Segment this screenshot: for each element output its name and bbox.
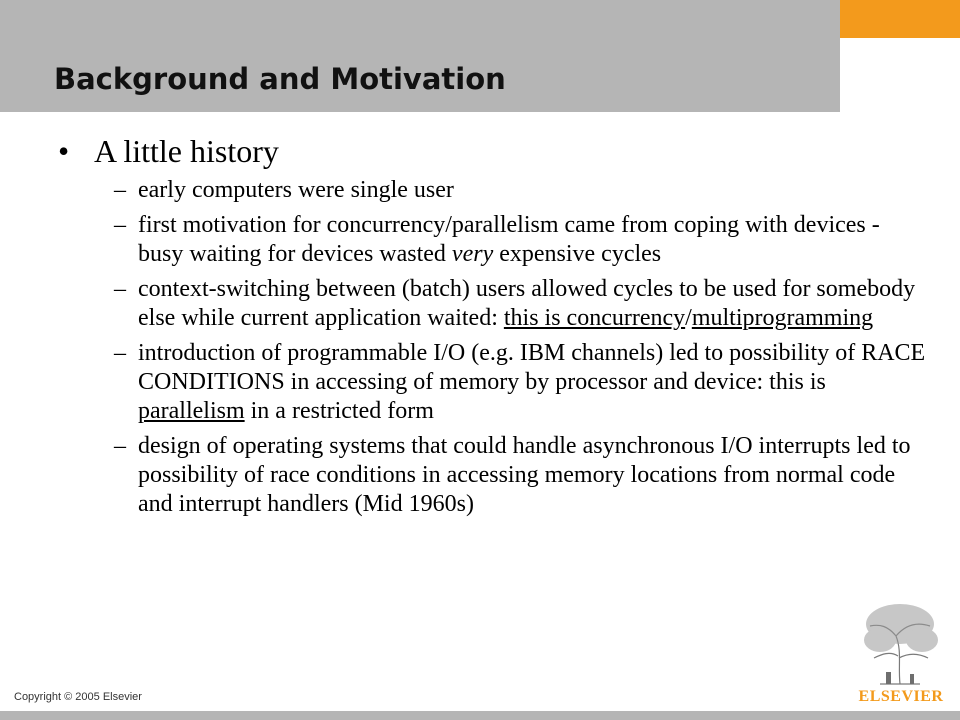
sub-bullet-item <box>100 339 930 426</box>
main-bullet <box>58 132 279 170</box>
sub-bullet-item <box>100 176 930 205</box>
elsevier-logo-text: ELSEVIER <box>858 688 944 705</box>
sub-bullet-text: / <box>685 305 692 331</box>
sub-bullet-item <box>100 211 930 269</box>
sub-bullet-text: parallelism <box>138 398 245 424</box>
sub-bullet-text: very <box>451 241 494 267</box>
sub-bullet-text: multiprogramming <box>691 305 874 331</box>
dash-icon: – <box>114 177 126 203</box>
slide-title: Background and Motivation <box>54 62 506 96</box>
sub-bullet-text: context-switching between (batch) users allowed cycles to be used for somebody else while current application waited: <box>138 276 916 331</box>
footer-bar <box>0 711 960 720</box>
dash-icon: – <box>114 212 126 238</box>
dash-icon: – <box>114 276 126 302</box>
main-bullet-text: A little history <box>94 133 279 169</box>
sub-bullet-item <box>100 432 930 519</box>
dash-icon: – <box>114 433 126 459</box>
sub-bullet-list <box>100 176 930 525</box>
sub-bullet-text: in a restricted form <box>244 398 434 424</box>
sub-bullet-text: introduction of programmable I/O (e.g. IBM channels) led to possibility of RACE CONDITIONS in accessing of memory by processor and device: this is <box>138 340 926 395</box>
copyright-text: Copyright © 2005 Elsevier <box>14 691 142 703</box>
sub-bullet-text: early computers were single user <box>138 177 454 203</box>
bullet-dot-icon: • <box>58 133 70 169</box>
dash-icon: – <box>114 340 126 366</box>
sub-bullet-text: this is concurrency <box>503 305 686 331</box>
sub-bullet-text: first motivation for concurrency/parallelism came from coping with devices - busy waiting for devices wasted <box>138 212 880 267</box>
sub-bullet-item <box>100 275 930 333</box>
sub-bullet-text: design of operating systems that could handle asynchronous I/O interrupts led to possibility of race conditions in accessing memory locations from normal code and interrupt handlers (Mid 1960s) <box>138 433 911 517</box>
accent-block <box>840 0 960 38</box>
sub-bullet-text: expensive cycles <box>493 241 662 267</box>
